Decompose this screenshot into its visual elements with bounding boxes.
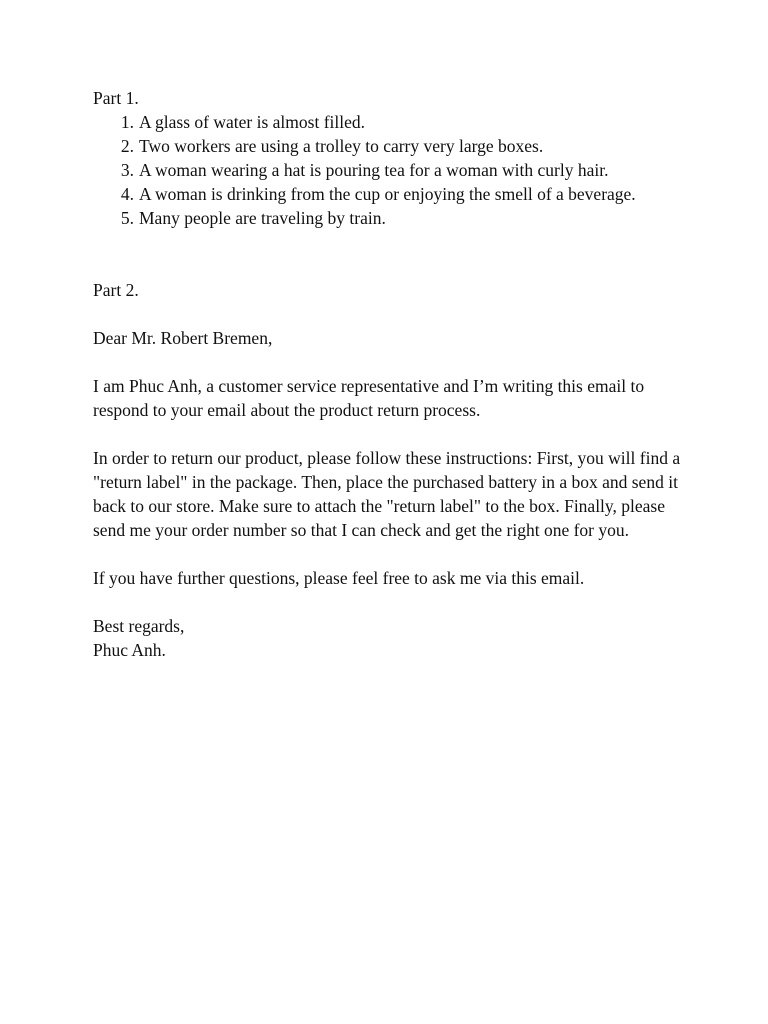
email-signature: Phuc Anh. — [93, 640, 166, 660]
list-item — [93, 110, 683, 134]
email-closing: Best regards, — [93, 616, 185, 636]
list-item-text: Two workers are using a trolley to carry very large boxes. — [139, 136, 544, 156]
document-page — [93, 86, 683, 662]
part1-list — [93, 110, 683, 230]
list-item-number: 5. — [120, 208, 134, 228]
email-paragraph-closing-note: If you have further questions, please feel free to ask me via this email. — [93, 568, 585, 588]
list-item — [93, 182, 683, 206]
part2-heading: Part 2. — [93, 280, 139, 300]
spacer — [93, 422, 683, 446]
email-paragraph-intro: I am Phuc Anh, a customer service representative and I’m writing this email to respond to your email about the product return process. — [93, 376, 645, 420]
email-salutation: Dear Mr. Robert Bremen, — [93, 328, 273, 348]
section-spacer — [93, 230, 683, 278]
list-item-number: 4. — [120, 184, 134, 204]
spacer — [93, 302, 683, 326]
list-item — [93, 158, 683, 182]
spacer — [93, 350, 683, 374]
list-item — [93, 206, 683, 230]
list-item-text: A woman wearing a hat is pouring tea for a woman with curly hair. — [139, 160, 609, 180]
list-item-text: Many people are traveling by train. — [139, 208, 386, 228]
list-item-number: 2. — [120, 136, 134, 156]
spacer — [93, 590, 683, 614]
list-item-text: A glass of water is almost filled. — [139, 112, 366, 132]
list-item-number: 1. — [120, 112, 134, 132]
part1-heading: Part 1. — [93, 88, 139, 108]
list-item — [93, 134, 683, 158]
list-item-number: 3. — [120, 160, 134, 180]
email-paragraph-instructions: In order to return our product, please follow these instructions: First, you will find a "return label" in the package. Then, place the purchased battery in a box and send it back to our store. Make sure to attach the "return label" to the box. Finally, please send me your order number so that I can check and get the right one for you. — [93, 448, 681, 540]
list-item-text: A woman is drinking from the cup or enjoying the smell of a beverage. — [139, 184, 636, 204]
spacer — [93, 542, 683, 566]
